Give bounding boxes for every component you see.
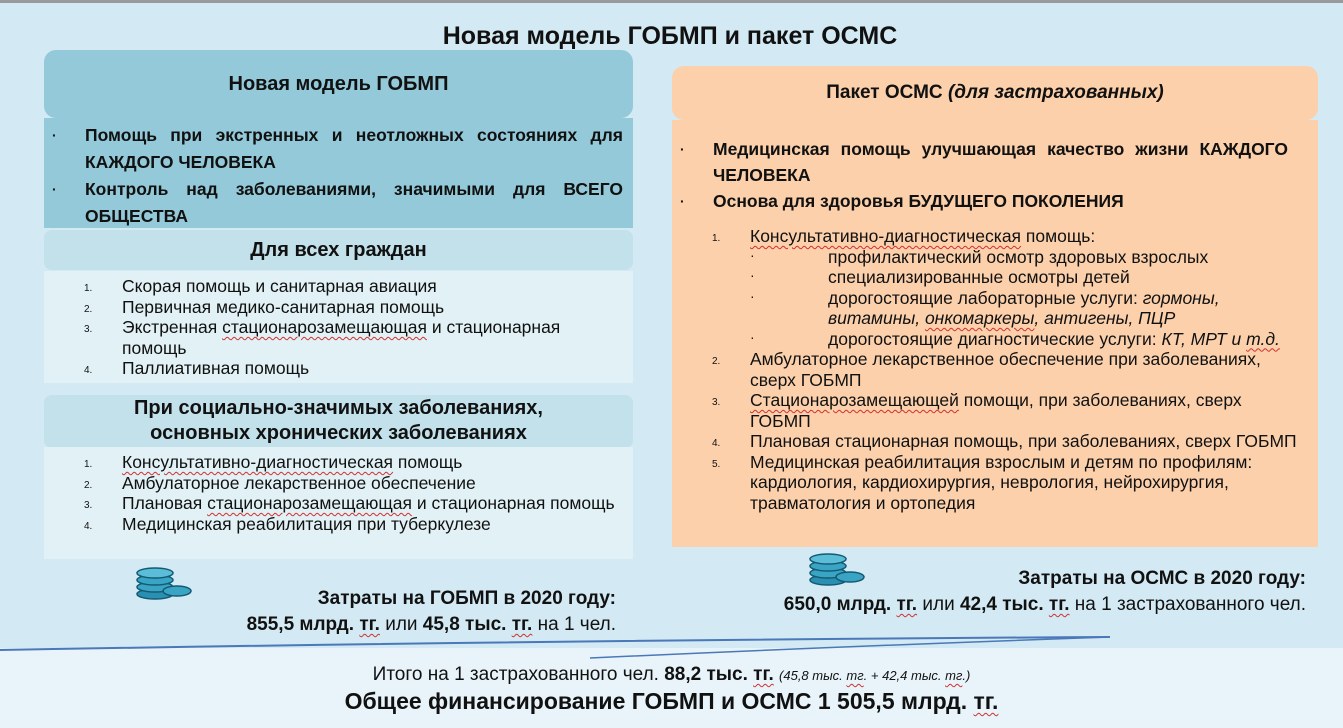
sub-list-item: · дорогостоящие диагностические услуги: КТ, МРТ и т.д. [750, 328, 1280, 349]
list-item: 1. Консультативно-диагностическая помощь: · профилактический осмотр здоровых взрослых · специализированные осмотры детей · дорогостоящие лабораторные услуги: гормоны, витамины, онкомаркеры, антигены, ПЦР · дорогостоящие диагностические услуги: КТ, МРТ и т.д. [672, 226, 1318, 349]
chronic-diseases-list [44, 447, 633, 559]
gobmp-bullets [44, 118, 633, 228]
osms-body [672, 120, 1318, 547]
list-item: 2. Первичная медико-санитарная помощь [84, 296, 445, 317]
list-item: 1. Консультативно-диагностическая помощь [84, 452, 463, 472]
list-item: · Медицинская помощь улучшающая качество жизни КАЖДОГО ЧЕЛОВЕКА [680, 139, 1288, 185]
gobmp-header: Новая модель ГОБМП [44, 50, 633, 118]
osms-header: Пакет ОСМС (для застрахованных) [672, 66, 1318, 120]
sub-list-item: · профилактический осмотр здоровых взрослых [750, 246, 1209, 267]
summary-total: Общее финансирование ГОБМП и ОСМС 1 505,5 млрд. тг. [344, 688, 999, 714]
list-item: 2. Амбулаторное лекарственное обеспечение [84, 472, 476, 493]
osms-cost: Затраты на ОСМС в 2020 году: 650,0 млрд. тг. или 42,4 тыс. тг. на 1 застрахованного чел. [783, 568, 1306, 615]
list-item: · Помощь при экстренных и неотложных состояниях для КАЖДОГО ЧЕЛОВЕКА [52, 125, 623, 172]
list-item: 2. Амбулаторное лекарственное обеспечение при заболеваниях, сверх ГОБМП [712, 349, 1261, 390]
all-citizens-header: Для всех граждан [44, 230, 633, 270]
gobmp-cost: Затраты на ГОБМП в 2020 году: 855,5 млрд. тг. или 45,8 тыс. тг. на 1 чел. [246, 588, 616, 635]
list-item: 3. Стационарозамещающей помощи, при заболеваниях, сверх ГОБМП [712, 390, 1242, 431]
sub-list-item: · специализированные осмотры детей [750, 267, 1130, 287]
chronic-diseases-header: При социально-значимых заболеваниях, основных хронических заболеваниях [44, 395, 633, 448]
list-item: · Основа для здоровья БУДУЩЕГО ПОКОЛЕНИЯ [680, 191, 1124, 211]
list-item: 3. Плановая стационарозамещающая и стационарная помощь [84, 493, 615, 513]
list-item: 1. Скорая помощь и санитарная авиация [84, 276, 437, 296]
summary-per-person: Итого на 1 застрахованного чел. 88,2 тыс. тг. (45,8 тыс. тг. + 42,4 тыс. тг.) [372, 664, 971, 685]
top-rule [0, 0, 1343, 3]
divider-curve [0, 610, 1343, 660]
all-citizens-list [44, 271, 633, 383]
list-item: 4. Паллиативная помощь [84, 358, 310, 378]
page-title: Новая модель ГОБМП и пакет ОСМС [442, 22, 898, 50]
list-item: 4. Плановая стационарная помощь, при заболеваниях, сверх ГОБМП [712, 431, 1297, 451]
list-item: 5. Медицинская реабилитация взрослым и детям по профилям: кардиология, кардиохирургия, неврология, нейрохирургия, травматология и ортопедия [712, 451, 1253, 513]
list-item: · Контроль над заболеваниями, значимыми для ВСЕГО ОБЩЕСТВА [52, 179, 623, 226]
list-item: 4. Медицинская реабилитация при туберкулезе [84, 513, 491, 534]
sub-list-item: · дорогостоящие лабораторные услуги: гормоны, витамины, онкомаркеры, антигены, ПЦР [750, 287, 1220, 328]
list-item: 3. Экстренная стационарозамещающая и стационарная помощь [84, 317, 561, 358]
